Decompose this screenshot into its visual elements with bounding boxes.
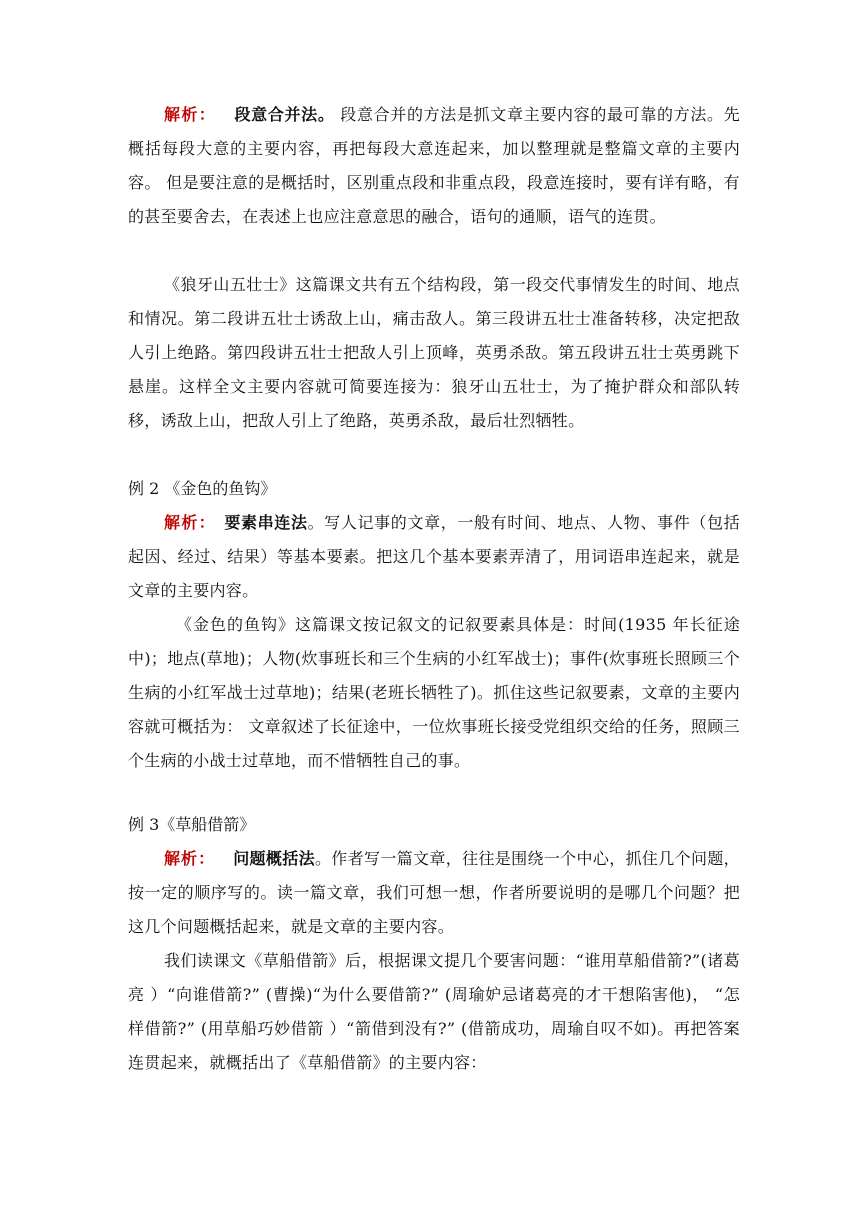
section1-analysis xyxy=(128,98,740,234)
example-heading: 例 3《草船借箭》 xyxy=(128,815,256,834)
analysis-text: 段意合并的方法是抓文章主要内容的最可靠的方法。先概括每段大意的主要内容，再把每段大意连起来，加以整理就是整篇文章的主要内容。 但是要注意的是概括时，区别重点段和非重点段，段意连接时，要有详有略，有的甚至要舍去，在表述上也应注意意思的融合，语句的通顺，语气的连贯。 xyxy=(128,105,740,226)
section3-analysis xyxy=(128,842,740,944)
method-name: 问题概括法 xyxy=(233,849,315,868)
section3-example: 我们读课文《草船借箭》后，根据课文提几个要害问题：“谁用草船借箭?”(诸葛亮 ）“向谁借箭?” (曹操)“为什么要借箭?” (周瑜妒忌诸葛亮的才干想陷害他)， “怎样借箭?” (用草船巧妙借箭 ）“箭借到没有?” (借箭成功，周瑜自叹不如)。再把答案连贯起来，就概括出了《草船借箭》的主要内容： xyxy=(128,951,740,1072)
section2-analysis xyxy=(128,506,740,608)
section1-example: 《狼牙山五壮士》这篇课文共有五个结构段，第一段交代事情发生的时间、地点和情况。第二段讲五壮士诱敌上山，痛击敌人。第三段讲五壮士准备转移，决定把敌人引上绝路。第四段讲五壮士把敌人引上顶峰，英勇杀敌。第五段讲五壮士英勇跳下悬崖。这样全文主要内容就可简要连接为：狼牙山五壮士，为了掩护群众和部队转移，诱敌上山，把敌人引上了绝路，英勇杀敌，最后壮烈牺牲。 xyxy=(128,275,740,430)
method-name: 段意合并法。 xyxy=(234,105,335,124)
analysis-text: 。写人记事的文章，一般有时间、地点、人物、事件（包括起因、经过、结果）等基本要素。把这几个基本要素弄清了，用词语串连起来，就是文章的主要内容。 xyxy=(128,513,740,600)
analysis-label: 解析： xyxy=(164,105,217,124)
analysis-label: 解析： xyxy=(164,849,216,868)
example-heading: 例 2 《金色的鱼钩》 xyxy=(128,479,277,498)
section2-example: 《金色的鱼钩》这篇课文按记叙文的记叙要素具体是：时间(1935 年长征途中)；地点(草地)；人物(炊事班长和三个生病的小红军战士)；事件(炊事班长照顾三个生病的小红军战士过草地)；结果(老班长牺牲了)。抓住这些记叙要素，文章的主要内容就可概括为： 文章叙述了长征途中，一位炊事班长接受党组织交给的任务，照顾三个生病的小战士过草地，而不惜牺牲自己的事。 xyxy=(128,615,740,770)
analysis-text: 。作者写一篇文章，往往是围绕一个中心，抓住几个问题，按一定的顺序写的。读一篇文章，我们可想一想，作者所要说明的是哪几个问题？把这几个问题概括起来，就是文章的主要内容。 xyxy=(128,849,740,936)
method-name: 要素串连法 xyxy=(224,513,308,532)
analysis-label: 解析： xyxy=(164,513,217,532)
